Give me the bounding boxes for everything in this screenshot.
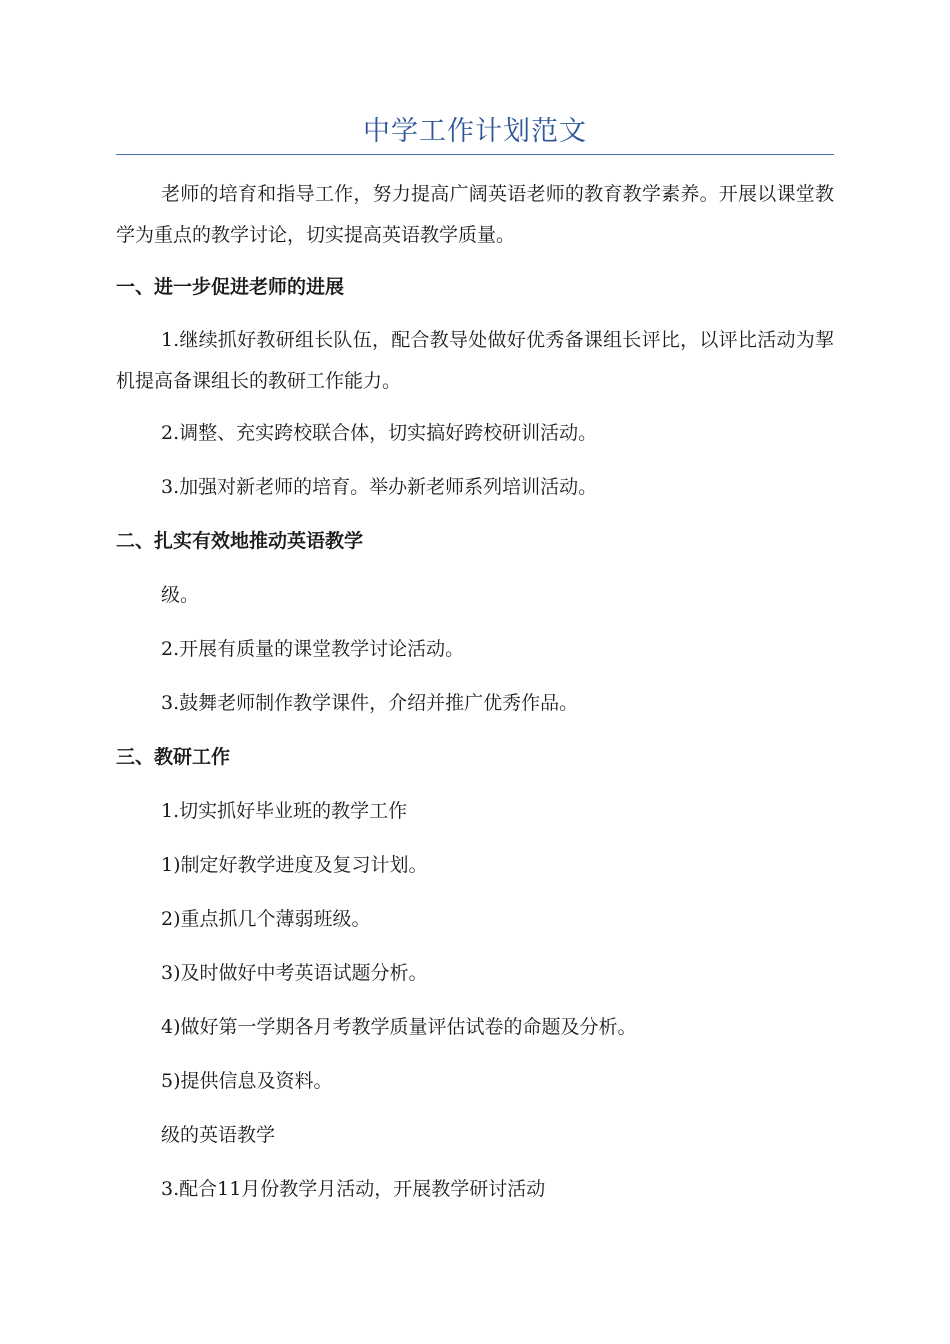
section-3-item-6: 5)提供信息及资料。 <box>161 1070 333 1092</box>
section-3-item-5: 4)做好第一学期各月考教学质量评估试卷的命题及分析。 <box>161 1016 637 1038</box>
section-3-item-8: 3.配合11月份教学月活动，开展教学研讨活动 <box>161 1178 546 1200</box>
section-heading-3: 三、教研工作 <box>116 746 231 768</box>
section-3-item-7: 级的英语教学 <box>161 1124 276 1146</box>
section-2-item-3: 3.鼓舞老师制作教学课件，介绍并推广优秀作品。 <box>161 692 579 714</box>
section-2-item-1: 级。 <box>161 584 200 606</box>
section-heading-2: 二、扎实有效地推动英语教学 <box>116 530 364 552</box>
section-1-item-1: 1.继续抓好教研组长队伍，配合教导处做好优秀备课组长评比，以评比活动为挈机提高备课组长的教研工作能力。 <box>116 329 834 392</box>
section-3-item-4: 3)及时做好中考英语试题分析。 <box>161 962 428 984</box>
title-underline <box>116 154 834 155</box>
intro-paragraph: 老师的培育和指导工作，努力提高广阔英语老师的教育教学素养。开展以课堂教学为重点的教学讨论，切实提高英语教学质量。 <box>116 183 834 246</box>
section-3-item-1: 1.切实抓好毕业班的教学工作 <box>161 800 408 822</box>
section-1-item-3: 3.加强对新老师的培育。举办新老师系列培训活动。 <box>161 476 598 498</box>
section-heading-1: 一、进一步促进老师的进展 <box>116 276 345 298</box>
section-1-item-2: 2.调整、充实跨校联合体，切实搞好跨校研训活动。 <box>161 422 598 444</box>
section-2-item-2: 2.开展有质量的课堂教学讨论活动。 <box>161 638 465 660</box>
section-3-item-2: 1)制定好教学进度及复习计划。 <box>161 854 428 876</box>
document-title: 中学工作计划范文 <box>363 116 587 147</box>
section-3-item-3: 2)重点抓几个薄弱班级。 <box>161 908 371 930</box>
